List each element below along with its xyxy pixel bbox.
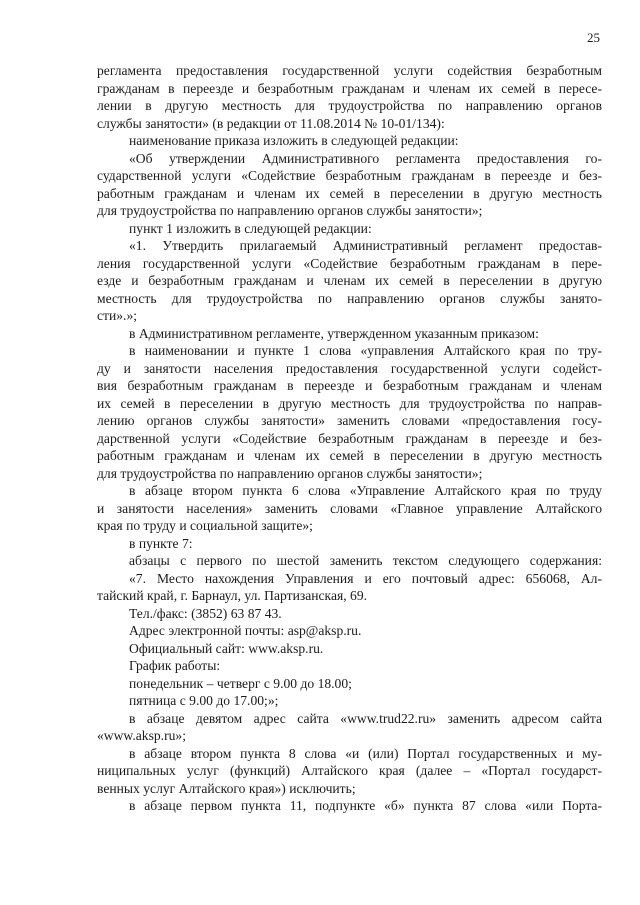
text-line: в абзаце втором пункта 6 слова «Управление Алтайского края по труду: [129, 483, 602, 498]
text-line: «7. Место нахождения Управления и его почтовый адрес: 656068, Ал-: [129, 570, 602, 586]
text-line: их семей в переселении в другую местность для трудоустройства по направ-: [97, 395, 602, 411]
text-line: для трудоустройства по направлению органов службы занятости»;: [97, 203, 483, 218]
text-line: понедельник – четверг с 9.00 до 18.00;: [129, 675, 352, 691]
text-line: «1. Утвердить прилагаемый Административный регламент предостав-: [129, 238, 602, 253]
text-line: гражданам в переезде и безработным гражданам и членам их семей в пересе-: [97, 80, 602, 96]
text-line: пятница с 9.00 до 17.00;»;: [129, 693, 279, 708]
text-line: работным гражданам и членам их семей в переселении в другую местность: [97, 185, 602, 201]
text-line: и занятости населения» заменить словами «Главное управление Алтайского: [97, 500, 602, 516]
text-line: работным гражданам и членам их семей в переселении в другую местность: [97, 448, 602, 463]
text-line: края по труду и социальной защите»;: [97, 518, 313, 533]
text-line: в абзаце втором пункта 8 слова «и (или) Портал государственных и му-: [129, 745, 602, 761]
text-line: регламента предоставления государственной услуги содействия безработным: [97, 63, 602, 78]
text-line: График работы:: [129, 658, 221, 673]
text-line: пункт 1 изложить в следующей редакции:: [129, 220, 372, 236]
text-line: ления государственной услуги «Содействие безработным гражданам в пере-: [97, 255, 602, 271]
text-line: вия безработным гражданам в переезде и безработным гражданам и членам: [97, 378, 602, 393]
text-line: «www.aksp.ru»;: [97, 728, 186, 743]
text-line: в Административном регламенте, утвержденном указанным приказом:: [129, 325, 539, 341]
text-line: в наименовании и пункте 1 слова «управления Алтайского края по тру-: [129, 343, 602, 358]
text-line: в пункте 7:: [129, 535, 193, 551]
text-line: сти».»;: [97, 308, 138, 323]
text-line: тайский край, г. Барнаул, ул. Партизанская, 69.: [97, 588, 368, 603]
text-line: в абзаце первом пункта 11, подпункте «б» пункта 87 слова «или Порта-: [129, 798, 602, 813]
text-line: сударственной услуги «Содействие безработным гражданам в переезде и без-: [97, 168, 602, 183]
text-line: венных услуг Алтайского края») исключить;: [97, 780, 356, 796]
text-line: ду и занятости населения предоставления государственной услуги содейст-: [97, 360, 602, 376]
text-line: Адрес электронной почты: asp@aksp.ru.: [129, 623, 362, 638]
text-line: «Об утверждении Административного регламента предоставления го-: [129, 150, 602, 166]
text-line: наименование приказа изложить в следующей редакции:: [129, 133, 459, 148]
text-line: Официальный сайт: www.aksp.ru.: [129, 640, 324, 656]
text-line: абзацы с первого по шестой заменить текстом следующего содержания:: [129, 553, 602, 568]
text-line: езде и безработным гражданам и членам их семей в переселении в другую: [97, 273, 602, 288]
page-number: 25: [587, 30, 600, 45]
text-line: для трудоустройства по направлению органов службы занятости»;: [97, 465, 483, 481]
text-line: Тел./факс: (3852) 63 87 43.: [129, 605, 282, 621]
document-body: [97, 62, 602, 815]
text-line: в абзаце девятом адрес сайта «www.trud22.ru» заменить адресом сайта: [129, 710, 602, 726]
text-line: службы занятости» (в редакции от 11.08.2014 № 10-01/134):: [97, 115, 445, 131]
text-line: ниципальных услуг (функций) Алтайского края (далее – «Портал государст-: [97, 763, 602, 778]
text-line: лении в другую местность для трудоустройства по направлению органов: [97, 98, 602, 113]
text-line: лению органов службы занятости» заменить словами «предоставления госу-: [97, 413, 602, 428]
text-line: местность для трудоустройства по направлению органов службы занято-: [97, 290, 602, 306]
text-line: дарственной услуги «Содействие безработным гражданам в переезде и без-: [97, 430, 602, 446]
